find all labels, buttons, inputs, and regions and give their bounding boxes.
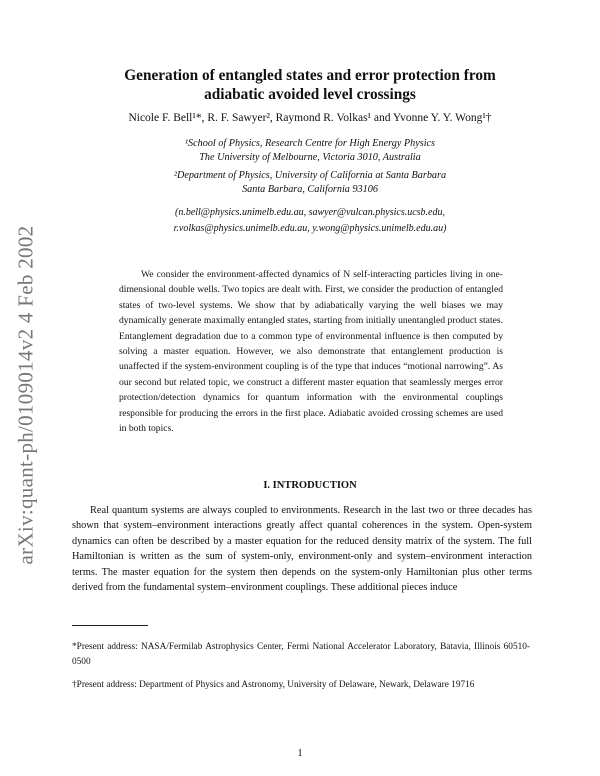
- title-line-1: Generation of entangled states and error protection from: [124, 67, 496, 84]
- intro-paragraph: Real quantum systems are always coupled to environments. Research in the last two or three decades has shown that system–environment interactions greatly affect quantal coherences in the system. Open-system dynamics can often be described by a master equation for the reduced density matrix of the system. The full Hamiltonian is written as the sum of system-only, environment-only and system–environment interaction terms. The master equation for the system then depends on the system-only Hamiltonian plus other terms derived from the fundamental system–environment couplings. These additional pieces induce: [72, 505, 532, 594]
- paper-title: [60, 66, 560, 104]
- affiliation-2: [60, 169, 560, 197]
- affiliation-line: ²Department of Physics, University of California at Santa Barbara: [173, 170, 447, 181]
- footnote-rule: [72, 625, 148, 626]
- affiliation-1: [60, 137, 560, 165]
- arxiv-identifier: [6, 175, 46, 615]
- section-heading: I. INTRODUCTION: [263, 480, 357, 491]
- affiliation-line: ¹School of Physics, Research Centre for High Energy Physics: [184, 138, 436, 149]
- title-line-2: adiabatic avoided level crossings: [204, 86, 416, 103]
- page-number: 1: [297, 748, 303, 759]
- email-line: (n.bell@physics.unimelb.edu.au, sawyer@vulcan.physics.ucsb.edu,: [174, 207, 445, 218]
- footnote-1: *Present address: NASA/Fermilab Astrophysics Center, Fermi National Accelerator Laboratory, Batavia, Illinois 60510-0500: [72, 642, 530, 667]
- abstract: We consider the environment-affected dynamics of N self-interacting particles living in one-dimensional double wells. Two topics are dealt with. First, we consider the production of entangled states of two-level systems. We show that by adiabatically varying the well biases we may dynamically generate maximally entangled states, starting from initially unentangled product states. Entanglement degradation due to a common type of environmental influence is then computed by solving a master equation. However, we also demonstrate that entanglement production is unaffected if the system-environment coupling is of the type that induces “motional narrowing”. As our second but related topic, we construct a different master equation that seamlessly merges error protection/detection dynamics for quantum information with the environmental couplings responsible for producing the errors in the first place. Adiabatic avoided crossing schemes are used in both topics.: [119, 269, 503, 435]
- email-block: [60, 205, 560, 237]
- footnote-2: †Present address: Department of Physics and Astronomy, University of Delaware, Newark, Delaware 19716: [72, 680, 475, 690]
- arxiv-id-text: arXiv:quant-ph/0109014v2 4 Feb 2002: [13, 225, 38, 565]
- email-line: r.volkas@physics.unimelb.edu.au, y.wong@physics.unimelb.edu.au): [173, 223, 447, 234]
- affiliation-line: Santa Barbara, California 93106: [242, 184, 378, 195]
- affiliation-line: The University of Melbourne, Victoria 3010, Australia: [199, 152, 421, 163]
- author-list: Nicole F. Bell¹*, R. F. Sawyer², Raymond R. Volkas¹ and Yvonne Y. Y. Wong¹†: [128, 112, 492, 124]
